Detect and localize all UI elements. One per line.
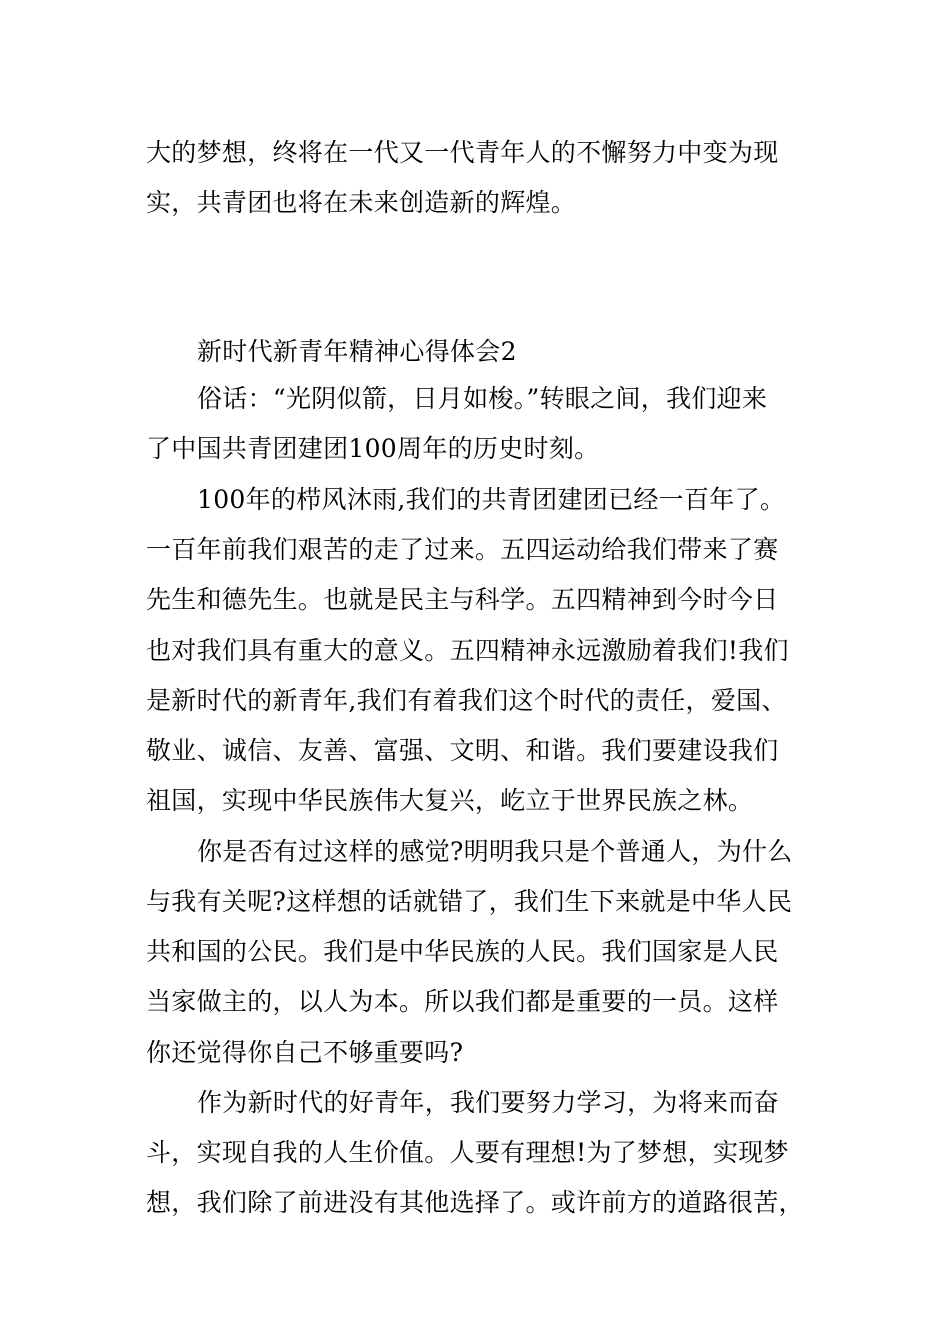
section-heading: 新时代新青年精神心得体会2 (197, 337, 517, 366)
text-line: 祖国，实现中华民族伟大复兴，屹立于世界民族之林。 (146, 786, 754, 815)
text-line: 当家做主的，以人为本。所以我们都是重要的一员。这样 (146, 987, 779, 1016)
text-line: 敬业、诚信、友善、富强、文明、和谐。我们要建设我们 (146, 736, 779, 765)
text-line: 实，共青团也将在未来创造新的辉煌。 (146, 188, 577, 217)
text-line: 是新时代的新青年,我们有着我们这个时代的责任，爱国、 (146, 686, 787, 715)
text-line: 你是否有过这样的感觉?明明我只是个普通人，为什么 (197, 837, 793, 866)
text-line: 了中国共青团建团100周年的历史时刻。 (146, 434, 600, 463)
text-line: 想，我们除了前进没有其他选择了。或许前方的道路很苦， (146, 1188, 804, 1217)
text-line: 作为新时代的好青年，我们要努力学习，为将来而奋 (197, 1088, 779, 1117)
text-line: 也对我们具有重大的意义。五四精神永远激励着我们!我们 (146, 636, 789, 665)
text-line: 与我有关呢?这样想的话就错了，我们生下来就是中华人民 (146, 887, 793, 916)
text-line: 俗话：“光阴似箭，日月如梭。”转眼之间，我们迎来 (197, 384, 768, 413)
text-line: 大的梦想，终将在一代又一代青年人的不懈努力中变为现 (146, 138, 779, 167)
text-line: 100年的栉风沐雨,我们的共青团建团已经一百年了。 (197, 485, 786, 514)
text-line: 你还觉得你自己不够重要吗? (146, 1038, 464, 1067)
text-line: 共和国的公民。我们是中华民族的人民。我们国家是人民 (146, 937, 779, 966)
text-line: 先生和德先生。也就是民主与科学。五四精神到今时今日 (146, 585, 779, 614)
text-line: 斗，实现自我的人生价值。人要有理想!为了梦想，实现梦 (146, 1138, 789, 1167)
text-line: 一百年前我们艰苦的走了过来。五四运动给我们带来了赛 (146, 535, 779, 564)
